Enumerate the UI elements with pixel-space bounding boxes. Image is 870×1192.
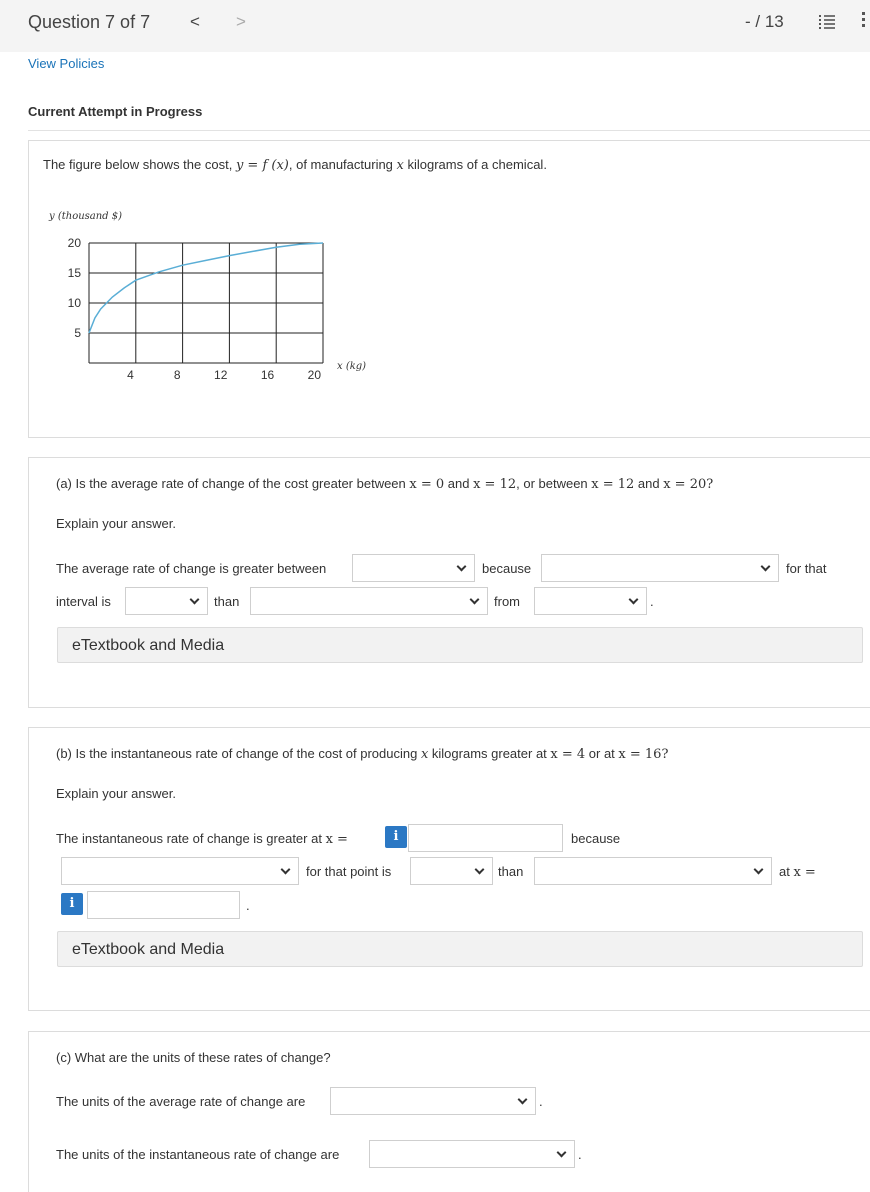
part-a-because-select[interactable] (541, 554, 779, 582)
part-c-inst-units-label: The units of the instantaneous rate of change are (56, 1147, 340, 1162)
part-a-interval-is-label: interval is (56, 594, 111, 609)
part-a-from-select[interactable] (534, 587, 647, 615)
chart-x-axis-label: x (kg) (337, 361, 367, 372)
chart-x-tick-label: 4 (127, 368, 134, 382)
part-c-inst-units-select[interactable] (369, 1140, 575, 1168)
part-c-period-1: . (539, 1094, 543, 1109)
next-question-button[interactable]: > (236, 12, 246, 31)
attempt-status: Current Attempt in Progress (28, 104, 203, 119)
part-a-period: . (650, 594, 654, 609)
chart-y-tick-label: 15 (67, 266, 81, 280)
part-a-than-label: than (214, 594, 240, 609)
divider (28, 130, 870, 131)
part-a-interval-is-select[interactable] (125, 587, 208, 615)
question-header (0, 0, 870, 52)
chevron-down-icon (557, 1148, 567, 1158)
chevron-down-icon (629, 595, 639, 605)
part-b-point-input[interactable] (408, 824, 563, 852)
part-a-for-that-label: for that (786, 561, 827, 576)
part-c-panel (28, 1031, 870, 1192)
chevron-down-icon (281, 865, 291, 875)
score-display: - / 13 (745, 12, 784, 31)
part-a-because-label: because (482, 561, 532, 576)
info-icon[interactable]: i (385, 826, 407, 848)
part-a-explain: Explain your answer. (56, 516, 176, 531)
intro-text: The figure below shows the cost, y = f (x), of manufacturing x kilograms of a chemical. (43, 157, 547, 173)
chevron-down-icon (190, 595, 200, 605)
chart-x-tick-label: 20 (307, 368, 321, 382)
part-b-because-label: because (571, 831, 621, 846)
chevron-down-icon (518, 1095, 528, 1105)
chevron-down-icon (754, 865, 764, 875)
part-c-question: (c) What are the units of these rates of change? (56, 1050, 331, 1065)
chart-y-tick-label: 5 (74, 326, 81, 340)
previous-question-button[interactable]: < (190, 12, 200, 31)
part-b-point-is-label: for that point is (306, 864, 392, 879)
chart-x-tick-label: 8 (173, 368, 181, 382)
chart-x-tick-label: 16 (260, 368, 275, 382)
view-policies-link[interactable]: View Policies (28, 56, 105, 71)
part-a-than-select[interactable] (250, 587, 488, 615)
part-a-question: (a) Is the average rate of change of the cost greater between x = 0 and x = 12, or between x = 12 and x = 20? (56, 476, 714, 492)
part-b-question: (b) Is the instantaneous rate of change of the cost of producing x kilograms greater at x = 4 or at x = 16? (56, 746, 669, 762)
part-c-avg-units-select[interactable] (330, 1087, 536, 1115)
more-options-icon[interactable] (862, 12, 865, 30)
chevron-down-icon (470, 595, 480, 605)
part-c-avg-units-label: The units of the average rate of change are (56, 1094, 306, 1109)
chevron-down-icon (475, 865, 485, 875)
part-a-interval-select[interactable] (352, 554, 475, 582)
part-b-period: . (246, 898, 250, 913)
question-title: Question 7 of 7 (28, 12, 151, 32)
chevron-down-icon (761, 562, 771, 572)
part-b-explain: Explain your answer. (56, 786, 176, 801)
part-a-panel (28, 457, 870, 708)
part-b-sentence-start: The instantaneous rate of change is greater at x = (56, 831, 348, 847)
part-b-because-select[interactable] (61, 857, 299, 885)
part-b-than-select[interactable] (534, 857, 772, 885)
part-b-at-x-label: at x = (779, 864, 816, 880)
chevron-down-icon (457, 562, 467, 572)
part-b-at-x-input[interactable] (87, 891, 240, 919)
info-icon[interactable]: i (61, 893, 83, 915)
question-intro-panel (28, 140, 870, 438)
chart-y-tick-label: 10 (67, 296, 81, 310)
part-b-than-label: than (498, 864, 524, 879)
part-c-period-2: . (578, 1147, 582, 1162)
part-a-from-label: from (494, 594, 520, 609)
part-b-panel (28, 727, 870, 1011)
question-list-icon[interactable] (818, 13, 836, 31)
part-b-etextbook-button[interactable]: eTextbook and Media (57, 931, 863, 967)
chart-series-line (89, 243, 323, 333)
part-b-point-is-select[interactable] (410, 857, 493, 885)
chart-y-tick-label: 20 (67, 236, 81, 250)
chart-x-tick-label: 12 (214, 368, 228, 382)
part-a-sentence-start: The average rate of change is greater between (56, 561, 327, 576)
cost-chart (39, 203, 399, 393)
chart-y-axis-label: y (thousand $) (49, 211, 123, 222)
part-a-etextbook-button[interactable]: eTextbook and Media (57, 627, 863, 663)
